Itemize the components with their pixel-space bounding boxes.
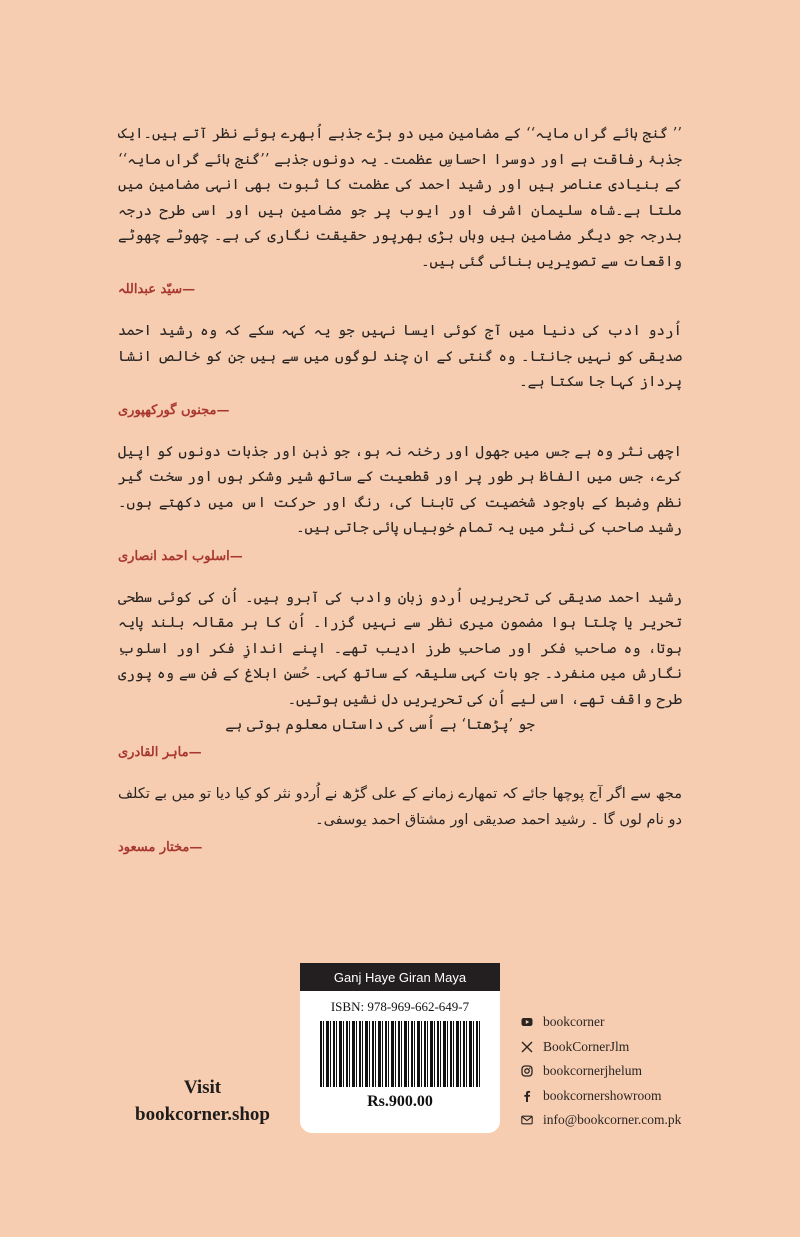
testimonial-text: ’’ گنج ہائے گراں مایہ‘‘ کے مضامین میں دو بڑے جذبے اُبھرے ہوئے نظر آتے ہیں۔ایک جذبۂ رفاقت ہے اور دوسرا احساسِ عظمت۔ یہ دونوں جذبے ’’گنج ہائے گراں مایہ‘‘ کے بنیادی عناصر ہیں اور رشید احمد کی عظمت کا ثبوت بھی انہی مضامین میں ملتا ہے۔شاہ سلیمان اشرف اور ایوب پر جو مضامین ہیں اور اسی طرح درجہ بدرجہ جو دیگر مضامین ہیں وہاں بڑی بھرپور حقیقت نگاری کی ہے۔ چھوٹے چھوٹے واقعات سے تصویریں بنائی گئی ہیں۔ xyxy=(118,126,682,270)
youtube-icon xyxy=(521,1016,533,1028)
social-label: info@bookcorner.com.pk xyxy=(543,1112,682,1128)
testimonial-text: مجھ سے اگر آج پوچھا جائے کہ تمھارے زمانے کے علی گڑھ نے اُردو نثر کو کیا دیا تو میں بے تکلف دو نام لوں گا ۔ رشید احمد صدیقی اور مشتاق احمد یوسفی۔ xyxy=(118,786,682,828)
social-links xyxy=(521,1010,681,1133)
testimonial-couplet: جو ’پڑھتا‘ ہے اُسی کی داستاں معلوم ہوتی ہے xyxy=(225,717,535,733)
testimonial-text: اُردو ادب کی دنیا میں آج کوئی ایسا نہیں جو یہ کہہ سکے کہ وہ رشید احمد صدیقی کو نہیں جانتا۔ وہ گنتی کے ان چند لوگوں میں سے ہیں جن کو خالص انشا پرداز کہا جا سکتا ہے۔ xyxy=(118,323,682,390)
author-name: مجنوں گورکھپوری xyxy=(118,402,217,418)
barcode-card xyxy=(300,991,500,1133)
barcode xyxy=(320,1021,480,1087)
instagram-icon xyxy=(521,1065,533,1077)
email-icon xyxy=(521,1114,533,1126)
isbn-number: ISBN: 978-969-662-649-7 xyxy=(330,999,470,1014)
testimonial-2 xyxy=(118,319,682,422)
testimonial-5 xyxy=(118,782,682,859)
testimonial-text: رشید احمد صدیقی کی تحریریں اُردو زبان وادب کی آبرو ہیں۔ اُن کی کوئی سطحی تحریر یا چلتا ہوا مضمون میری نظر سے نہیں گزرا۔ اُن کا ہر مقالہ بلند پایہ ہوتا، وہ صاحبِ فکر اور صاحبِ طرز ادیب تھے۔ اپنے اندازِ فکر اور اسلوبِ نگارش میں منفرد۔ جو بات کہی سلیقہ کے ساتھ کہی۔ حُسنِ ابلاغ کے فن سے وہ پوری طرح واقف تھے، اسی لیے اُن کی تحریریں دل نشیں ہوتیں۔ xyxy=(118,589,682,708)
testimonials xyxy=(118,122,682,877)
testimonial-4 xyxy=(118,586,682,765)
testimonial-author xyxy=(118,837,682,859)
social-facebook[interactable] xyxy=(521,1084,681,1109)
book-title: Ganj Haye Giran Maya xyxy=(300,963,500,991)
social-youtube[interactable] xyxy=(521,1010,681,1035)
author-name: مختار مسعود xyxy=(118,840,190,855)
author-dash: — xyxy=(189,840,203,855)
social-label: BookCornerJlm xyxy=(543,1038,630,1054)
social-x[interactable] xyxy=(521,1035,681,1060)
social-label: bookcornershowroom xyxy=(543,1087,662,1103)
social-label: bookcorner xyxy=(543,1014,605,1030)
testimonial-1 xyxy=(118,122,682,301)
testimonial-text: اچھی نثر وہ ہے جس میں جھول اور رخنہ نہ ہو، جو ذہن اور جذبات دونوں کو اپیل کرے، جس میں الفاظ ہر طور پر اور قطعیت کے ساتھ شیر وشکر ہوں اور سخت گیر نظم وضبط کے باوجود شخصیت کی تابنا کی، رنگ اور حرکت اس میں دکھتے ہوں۔ رشید صاحب کی نثر میں یہ تمام خوبیاں پائی جاتی ہیں۔ xyxy=(118,443,682,536)
visit-website[interactable] xyxy=(115,1074,290,1128)
social-instagram[interactable] xyxy=(521,1059,681,1084)
visit-label: Visit xyxy=(183,1077,222,1098)
testimonial-author xyxy=(118,546,682,568)
author-dash: — xyxy=(182,282,196,297)
website-url[interactable]: bookcorner.shop xyxy=(135,1104,270,1125)
facebook-icon xyxy=(521,1090,533,1102)
x-icon xyxy=(521,1041,533,1053)
author-name: سیّد عبداللہ xyxy=(118,282,183,297)
testimonial-author xyxy=(118,742,682,764)
testimonial-author xyxy=(118,400,682,422)
author-dash: — xyxy=(188,745,202,760)
barcode-block xyxy=(300,963,500,1133)
price-label: Rs.900.00 xyxy=(367,1093,433,1110)
social-label: bookcornerjhelum xyxy=(543,1063,642,1079)
testimonial-3 xyxy=(118,440,682,568)
testimonial-author xyxy=(118,279,682,301)
social-email[interactable] xyxy=(521,1108,681,1133)
author-name: ماہر القادری xyxy=(118,745,189,760)
author-name: اسلوب احمد انصاری xyxy=(118,548,230,564)
author-dash: — xyxy=(216,402,230,418)
author-dash: — xyxy=(229,548,243,564)
